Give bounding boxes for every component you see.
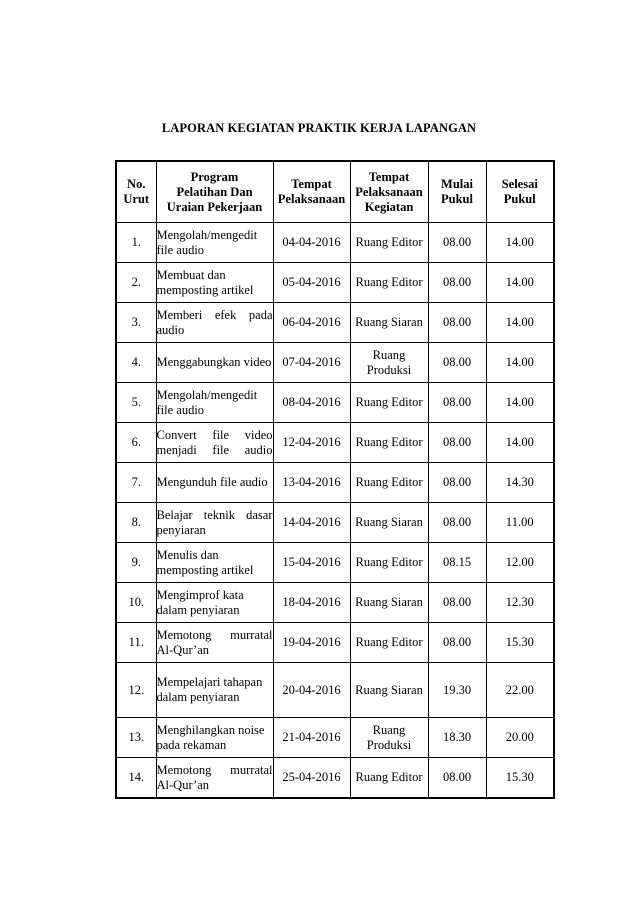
row-date: 13-04-2016	[273, 463, 350, 503]
row-start-time: 19.30	[428, 663, 486, 718]
table-row	[116, 423, 554, 463]
row-date: 21-04-2016	[273, 718, 350, 758]
row-program: Mengimprof kata dalam penyiaran	[156, 583, 273, 623]
row-location: Ruang Editor	[350, 758, 428, 799]
row-date: 07-04-2016	[273, 343, 350, 383]
row-date: 05-04-2016	[273, 263, 350, 303]
row-number: 3.	[116, 303, 156, 343]
row-end-time: 12.30	[486, 583, 554, 623]
row-date: 19-04-2016	[273, 623, 350, 663]
table-row	[116, 503, 554, 543]
row-location: Ruang Siaran	[350, 583, 428, 623]
row-end-time: 12.00	[486, 543, 554, 583]
row-location: Ruang Editor	[350, 223, 428, 263]
row-program: Convert file video menjadi file audio	[156, 423, 273, 463]
row-program: Mempelajari tahapan dalam penyiaran	[156, 663, 273, 718]
row-location: Ruang Editor	[350, 543, 428, 583]
row-program: Mengolah/mengedit file audio	[156, 383, 273, 423]
row-start-time: 08.00	[428, 223, 486, 263]
row-number: 1.	[116, 223, 156, 263]
row-program: Membuat dan memposting artikel	[156, 263, 273, 303]
row-date: 20-04-2016	[273, 663, 350, 718]
report-title: LAPORAN KEGIATAN PRAKTIK KERJA LAPANGAN	[161, 121, 477, 135]
row-location: Ruang Editor	[350, 263, 428, 303]
row-program: Memotong murratal Al-Qur’an	[156, 623, 273, 663]
row-location: Ruang Editor	[350, 383, 428, 423]
activity-table	[115, 160, 555, 799]
row-start-time: 08.00	[428, 623, 486, 663]
header-program: Program Pelatihan Dan Uraian Pekerjaan	[156, 161, 273, 223]
row-date: 08-04-2016	[273, 383, 350, 423]
row-start-time: 08.00	[428, 383, 486, 423]
row-location: Ruang Produksi	[350, 718, 428, 758]
row-start-time: 08.00	[428, 263, 486, 303]
row-location: Ruang Siaran	[350, 503, 428, 543]
row-location: Ruang Siaran	[350, 303, 428, 343]
row-start-time: 08.00	[428, 423, 486, 463]
table-row	[116, 758, 554, 799]
table-row	[116, 663, 554, 718]
row-end-time: 14.30	[486, 463, 554, 503]
header-tempat-kegiatan: Tempat Pelaksanaan Kegiatan	[350, 161, 428, 223]
table-body	[116, 223, 554, 799]
row-start-time: 08.00	[428, 583, 486, 623]
header-mulai: Mulai Pukul	[428, 161, 486, 223]
row-number: 10.	[116, 583, 156, 623]
row-start-time: 18.30	[428, 718, 486, 758]
row-program: Belajar teknik dasar penyiaran	[156, 503, 273, 543]
row-end-time: 14.00	[486, 263, 554, 303]
row-location: Ruang Editor	[350, 623, 428, 663]
row-program: Menghilangkan noise pada rekaman	[156, 718, 273, 758]
table-row	[116, 263, 554, 303]
row-date: 06-04-2016	[273, 303, 350, 343]
row-location: Ruang Siaran	[350, 663, 428, 718]
row-number: 2.	[116, 263, 156, 303]
row-start-time: 08.15	[428, 543, 486, 583]
header-tempat: Tempat Pelaksanaan	[273, 161, 350, 223]
row-end-time: 14.00	[486, 423, 554, 463]
row-date: 04-04-2016	[273, 223, 350, 263]
row-end-time: 14.00	[486, 303, 554, 343]
table-row	[116, 543, 554, 583]
table-row	[116, 223, 554, 263]
row-end-time: 15.30	[486, 623, 554, 663]
row-end-time: 20.00	[486, 718, 554, 758]
row-number: 5.	[116, 383, 156, 423]
table-row	[116, 718, 554, 758]
row-location: Ruang Editor	[350, 423, 428, 463]
row-number: 12.	[116, 663, 156, 718]
row-number: 7.	[116, 463, 156, 503]
table-row	[116, 383, 554, 423]
row-date: 14-04-2016	[273, 503, 350, 543]
row-end-time: 14.00	[486, 383, 554, 423]
header-selesai: Selesai Pukul	[486, 161, 554, 223]
header-no: No. Urut	[116, 161, 156, 223]
row-date: 25-04-2016	[273, 758, 350, 799]
table-row	[116, 463, 554, 503]
row-number: 4.	[116, 343, 156, 383]
row-program: Menggabungkan video	[156, 343, 273, 383]
row-end-time: 22.00	[486, 663, 554, 718]
row-number: 13.	[116, 718, 156, 758]
row-date: 15-04-2016	[273, 543, 350, 583]
row-end-time: 14.00	[486, 223, 554, 263]
row-program: Menulis dan memposting artikel	[156, 543, 273, 583]
row-number: 11.	[116, 623, 156, 663]
row-location: Ruang Editor	[350, 463, 428, 503]
row-number: 9.	[116, 543, 156, 583]
row-location: Ruang Produksi	[350, 343, 428, 383]
row-program: Mengolah/mengedit file audio	[156, 223, 273, 263]
row-start-time: 08.00	[428, 503, 486, 543]
row-number: 14.	[116, 758, 156, 799]
table-row	[116, 343, 554, 383]
table-row	[116, 583, 554, 623]
row-program: Memberi efek pada audio	[156, 303, 273, 343]
row-end-time: 11.00	[486, 503, 554, 543]
row-date: 12-04-2016	[273, 423, 350, 463]
row-start-time: 08.00	[428, 343, 486, 383]
row-start-time: 08.00	[428, 303, 486, 343]
row-number: 6.	[116, 423, 156, 463]
row-end-time: 14.00	[486, 343, 554, 383]
row-end-time: 15.30	[486, 758, 554, 799]
row-program: Mengunduh file audio	[156, 463, 273, 503]
row-start-time: 08.00	[428, 463, 486, 503]
row-date: 18-04-2016	[273, 583, 350, 623]
header-row	[116, 161, 554, 223]
row-program: Memotong murratal Al-Qur’an	[156, 758, 273, 799]
row-start-time: 08.00	[428, 758, 486, 799]
table-row	[116, 623, 554, 663]
row-number: 8.	[116, 503, 156, 543]
table-row	[116, 303, 554, 343]
